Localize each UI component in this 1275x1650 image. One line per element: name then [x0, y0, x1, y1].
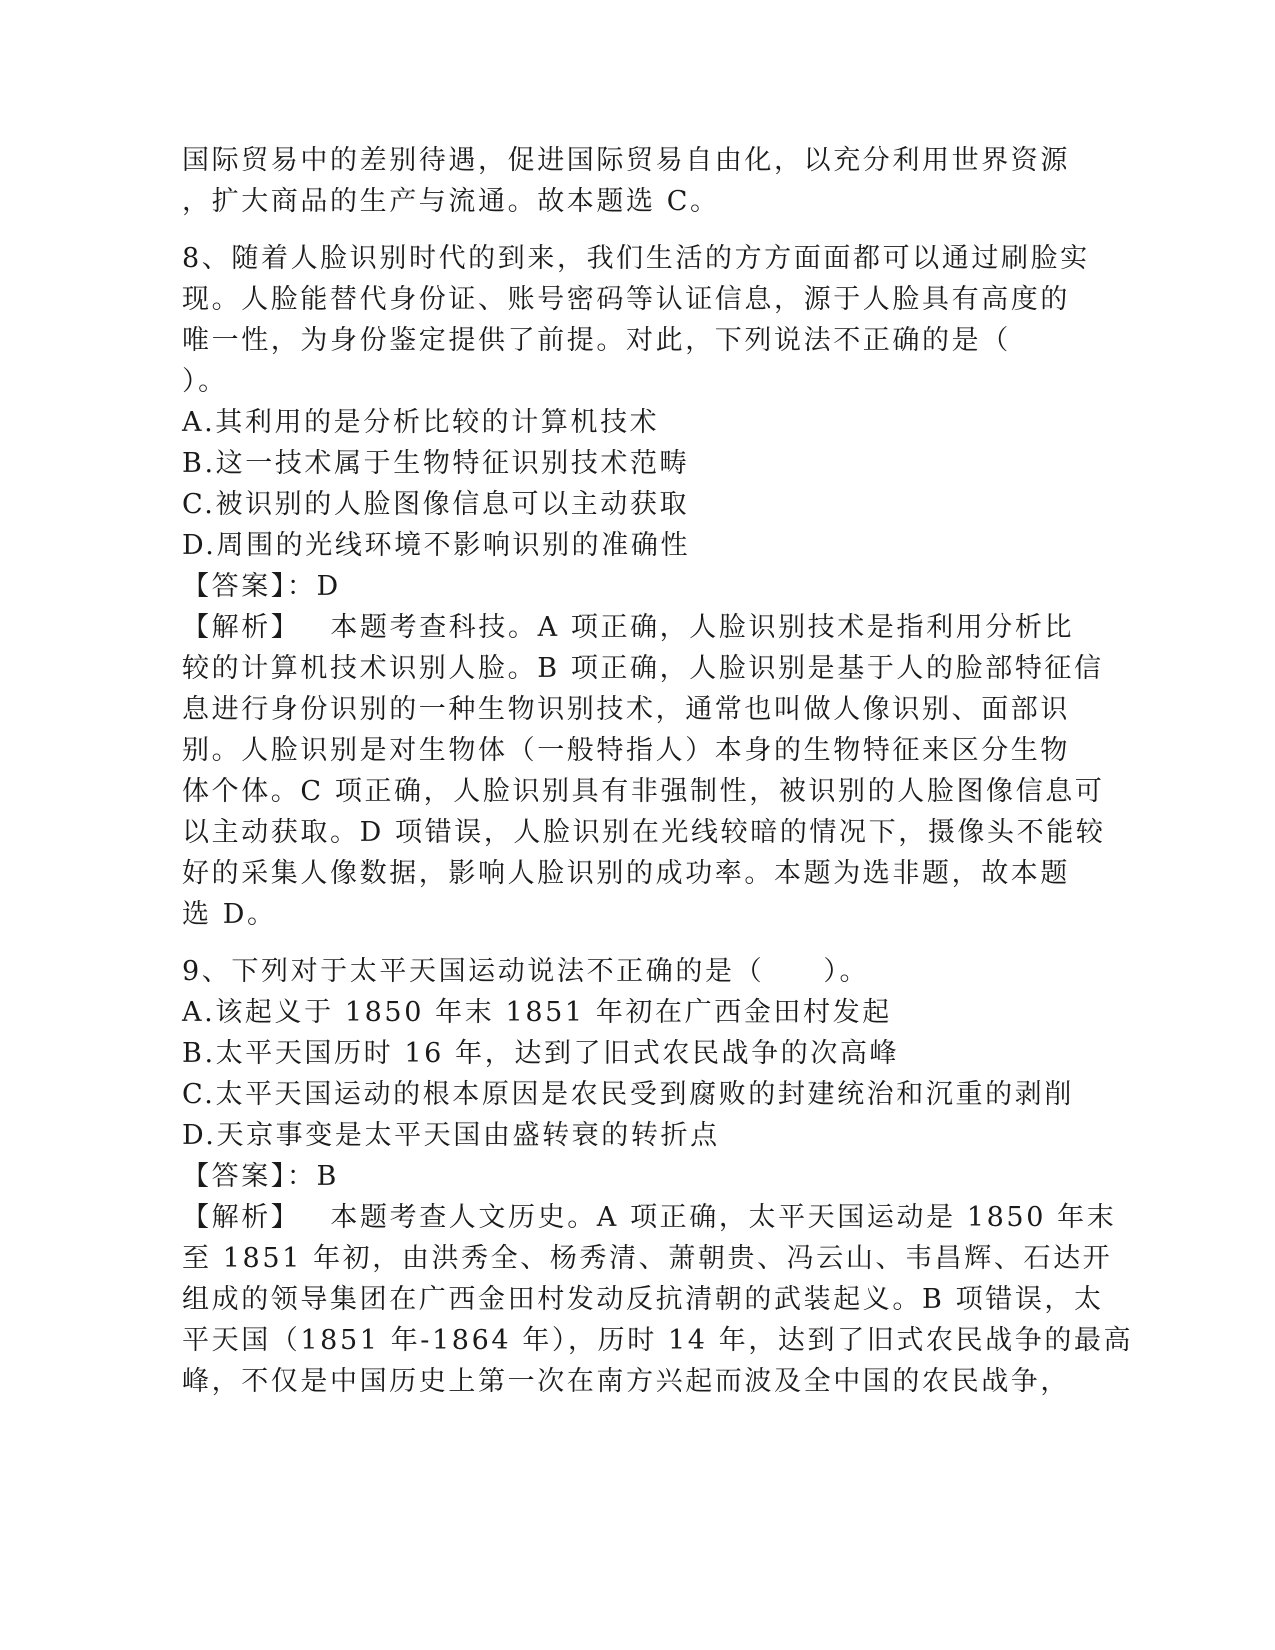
analysis-line: 平天国（1851 年-1864 年），历时 14 年，达到了旧式农民战争的最高	[182, 1325, 1134, 1356]
question-9	[182, 951, 1134, 1402]
option-list	[182, 402, 1062, 566]
answer-value: D	[316, 571, 341, 602]
analysis-line: 体个体。C 项正确，人脸识别具有非强制性，被识别的人脸图像信息可	[182, 776, 1105, 807]
stem-line: 8、随着人脸识别时代的到来，我们生活的方方面面都可以通过刷脸实	[182, 243, 1090, 274]
option-a: A.该起义于 1850 年末 1851 年初在广西金田村发起	[182, 997, 892, 1028]
stem-line: 现。人脸能替代身份证、账号密码等认证信息，源于人脸具有高度的	[182, 284, 1070, 315]
analysis-line: 峰，不仅是中国历史上第一次在南方兴起而波及全中国的农民战争，	[182, 1366, 1070, 1397]
analysis-line: 以主动获取。D 项错误，人脸识别在光线较暗的情况下，摄像头不能较	[182, 817, 1106, 848]
analysis-label: 【解析】	[182, 1202, 301, 1233]
analysis-line	[182, 607, 1075, 648]
question-stem	[182, 951, 1062, 992]
analysis-label: 【解析】	[182, 612, 301, 643]
stem-line: 9、下列对于太平天国运动说法不正确的是（ ）。	[182, 956, 870, 987]
prev-answer-tail	[182, 140, 1070, 222]
analysis	[182, 607, 1106, 935]
analysis-line: 组成的领导集团在广西金田村发动反抗清朝的武装起义。B 项错误，太	[182, 1284, 1104, 1315]
answer-label: 【答案】：	[182, 571, 317, 602]
text-line: 国际贸易中的差别待遇，促进国际贸易自由化，以充分利用世界资源	[182, 145, 1070, 176]
answer-line	[182, 1156, 1062, 1197]
option-a: A.其利用的是分析比较的计算机技术	[182, 407, 660, 438]
answer-value: B	[316, 1161, 339, 1192]
answer-label: 【答案】：	[182, 1161, 317, 1192]
analysis-line: 息进行身份识别的一种生物识别技术，通常也叫做人像识别、面部识	[182, 694, 1070, 725]
text-line: ，扩大商品的生产与流通。故本题选 C。	[182, 186, 720, 217]
option-d: D.周围的光线环境不影响识别的准确性	[182, 530, 691, 561]
answer-line	[182, 566, 1062, 607]
question-stem	[182, 238, 1090, 402]
question-8	[182, 238, 1106, 935]
option-list	[182, 992, 1074, 1156]
stem-line: ）。	[182, 366, 228, 397]
option-b: B.这一技术属于生物特征识别技术范畴	[182, 448, 690, 479]
option-c: C.被识别的人脸图像信息可以主动获取	[182, 489, 690, 520]
analysis-line: 好的采集人像数据，影响人脸识别的成功率。本题为选非题，故本题	[182, 858, 1070, 889]
analysis-line: 别。人脸识别是对生物体（一般特指人）本身的生物特征来区分生物	[182, 735, 1070, 766]
option-c: C.太平天国运动的根本原因是农民受到腐败的封建统治和沉重的剥削	[182, 1079, 1074, 1110]
analysis	[182, 1197, 1134, 1402]
analysis-text: 本题考查人文历史。A 项正确，太平天国运动是 1850 年末	[330, 1202, 1117, 1233]
stem-line: 唯一性，为身份鉴定提供了前提。对此，下列说法不正确的是（	[182, 325, 1011, 356]
document-page	[182, 140, 1134, 1402]
analysis-line: 较的计算机技术识别人脸。B 项正确，人脸识别是基于人的脸部特征信	[182, 653, 1104, 684]
analysis-text: 本题考查科技。A 项正确，人脸识别技术是指利用分析比	[330, 612, 1075, 643]
analysis-line: 至 1851 年初，由洪秀全、杨秀清、萧朝贵、冯云山、韦昌辉、石达开	[182, 1243, 1113, 1274]
analysis-line	[182, 1197, 1117, 1238]
option-b: B.太平天国历时 16 年，达到了旧式农民战争的次高峰	[182, 1038, 900, 1069]
option-d: D.天京事变是太平天国由盛转衰的转折点	[182, 1120, 720, 1151]
analysis-line: 选 D。	[182, 899, 277, 930]
